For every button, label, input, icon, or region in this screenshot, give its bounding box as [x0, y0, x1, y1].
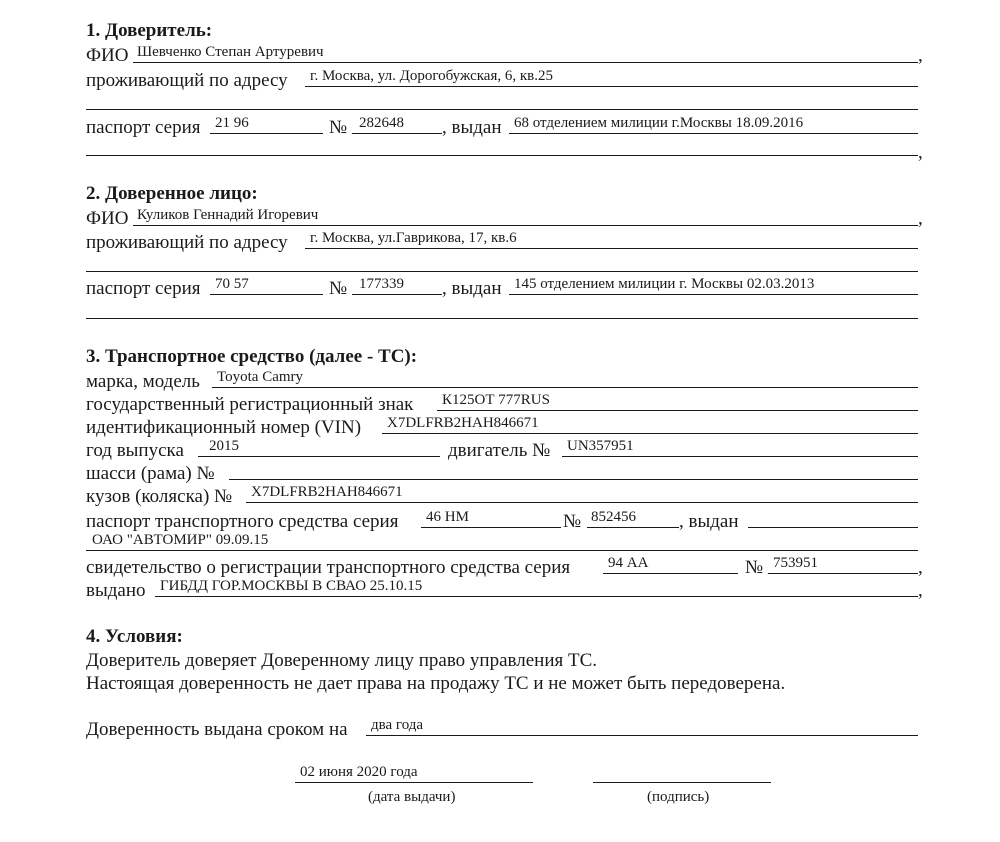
comma: ,: [918, 142, 923, 163]
issue-date-value: 02 июня 2020 года: [300, 764, 418, 780]
vehicle-body-label: кузов (коляска) №: [86, 486, 233, 507]
agent-issued-value: 145 отделением милиции г. Москвы 02.03.2013: [514, 276, 815, 292]
vehicle-vin-label: идентификационный номер (VIN): [86, 417, 362, 438]
agent-address-line-2: [86, 271, 918, 272]
pts-issued-line-2: [86, 550, 918, 551]
principal-passport-series: 21 96: [215, 115, 249, 131]
sts-series-line: [603, 573, 738, 574]
pts-issued-line: [748, 527, 918, 528]
vehicle-reg-label: государственный регистрационный знак: [86, 394, 414, 415]
pts-number-label: №: [563, 511, 582, 532]
issue-date-caption: (дата выдачи): [368, 789, 456, 805]
term-line: [366, 735, 918, 736]
vehicle-engine-value: UN357951: [567, 438, 634, 454]
pts-number-line: [587, 527, 679, 528]
term-label: Доверенность выдана сроком на: [86, 719, 348, 740]
signature-line: [593, 782, 771, 783]
vehicle-reg-value: К125ОТ 777RUS: [442, 392, 550, 408]
agent-series-line: [210, 294, 323, 295]
principal-passport-number: 282648: [359, 115, 404, 131]
principal-address-label: проживающий по адресу: [86, 70, 288, 91]
principal-number-label: №: [329, 117, 348, 138]
comma: ,: [918, 580, 923, 601]
principal-fio-value: Шевченко Степан Артуревич: [137, 44, 324, 60]
comma: ,: [918, 208, 923, 229]
vehicle-model-line: [212, 387, 918, 388]
sts-number-value: 753951: [773, 555, 818, 571]
agent-issued-line-2: [86, 318, 918, 319]
agent-fio-line: [133, 225, 918, 226]
pts-number-value: 852456: [591, 509, 636, 525]
principal-passport-label: паспорт серия: [86, 117, 201, 138]
principal-address-line: [305, 86, 918, 87]
signature-caption: (подпись): [647, 789, 710, 805]
pts-issued-value: ОАО "АВТОМИР" 09.09.15: [92, 532, 269, 548]
sts-label: свидетельство о регистрации транспортного средства серия: [86, 557, 571, 578]
principal-address-line-2: [86, 109, 918, 110]
principal-number-line: [352, 133, 442, 134]
vehicle-chassis-line: [229, 479, 918, 480]
vehicle-year-value: 2015: [209, 438, 239, 454]
principal-series-line: [210, 133, 323, 134]
agent-number-line: [352, 294, 442, 295]
vehicle-vin-line: [382, 433, 918, 434]
agent-fio-label: ФИО: [86, 208, 129, 229]
pts-label: паспорт транспортного средства серия: [86, 511, 399, 532]
agent-passport-number: 177339: [359, 276, 404, 292]
pts-series-line: [421, 527, 561, 528]
principal-issued-line: [509, 133, 918, 134]
principal-issued-label: , выдан: [442, 117, 502, 138]
conditions-line-1: Доверитель доверяет Доверенному лицу право управления ТС.: [86, 650, 598, 671]
agent-address-label: проживающий по адресу: [86, 232, 288, 253]
vehicle-engine-label: двигатель №: [448, 440, 551, 461]
section-2-heading: 2. Доверенное лицо:: [86, 183, 258, 204]
agent-address-value: г. Москва, ул.Гаврикова, 17, кв.6: [310, 230, 517, 246]
pts-series-value: 46 НМ: [426, 509, 469, 525]
agent-number-label: №: [329, 278, 348, 299]
section-3-heading: 3. Транспортное средство (далее - ТС):: [86, 346, 418, 367]
principal-issued-line-2: [86, 155, 918, 156]
agent-fio-value: Куликов Геннадий Игоревич: [137, 207, 319, 223]
vehicle-model-label: марка, модель: [86, 371, 200, 392]
sts-series-value: 94 АА: [608, 555, 649, 571]
principal-issued-value: 68 отделением милиции г.Москвы 18.09.2016: [514, 115, 804, 131]
comma: ,: [918, 557, 923, 578]
section-1-heading: 1. Доверитель:: [86, 20, 213, 41]
vehicle-body-value: X7DLFRB2HAH846671: [251, 484, 403, 500]
vehicle-model-value: Toyota Camry: [217, 369, 304, 385]
vehicle-year-label: год выпуска: [86, 440, 184, 461]
sts-issued-line: [155, 596, 918, 597]
sts-number-line: [768, 573, 918, 574]
vehicle-engine-line: [562, 456, 918, 457]
pts-issued-label: , выдан: [679, 511, 739, 532]
principal-fio-line: [133, 62, 918, 63]
vehicle-chassis-label: шасси (рама) №: [86, 463, 215, 484]
principal-address-value: г. Москва, ул. Дорогобужская, 6, кв.25: [310, 68, 553, 84]
sts-number-label: №: [745, 557, 764, 578]
vehicle-reg-line: [437, 410, 918, 411]
agent-passport-label: паспорт серия: [86, 278, 201, 299]
agent-issued-label: , выдан: [442, 278, 502, 299]
agent-passport-series: 70 57: [215, 276, 249, 292]
vehicle-vin-value: X7DLFRB2HAH846671: [387, 415, 539, 431]
sts-issued-value: ГИБДД ГОР.МОСКВЫ В СВАО 25.10.15: [160, 578, 423, 594]
vehicle-year-line: [198, 456, 440, 457]
agent-address-line: [305, 248, 918, 249]
conditions-line-2: Настоящая доверенность не дает права на продажу ТС и не может быть передоверена.: [86, 673, 786, 694]
section-4-heading: 4. Условия:: [86, 626, 183, 647]
principal-fio-label: ФИО: [86, 45, 129, 66]
sts-issued-label: выдано: [86, 580, 146, 601]
agent-issued-line: [509, 294, 918, 295]
vehicle-body-line: [246, 502, 918, 503]
term-value: два года: [371, 717, 424, 733]
issue-date-line: [295, 782, 533, 783]
comma: ,: [918, 45, 923, 66]
